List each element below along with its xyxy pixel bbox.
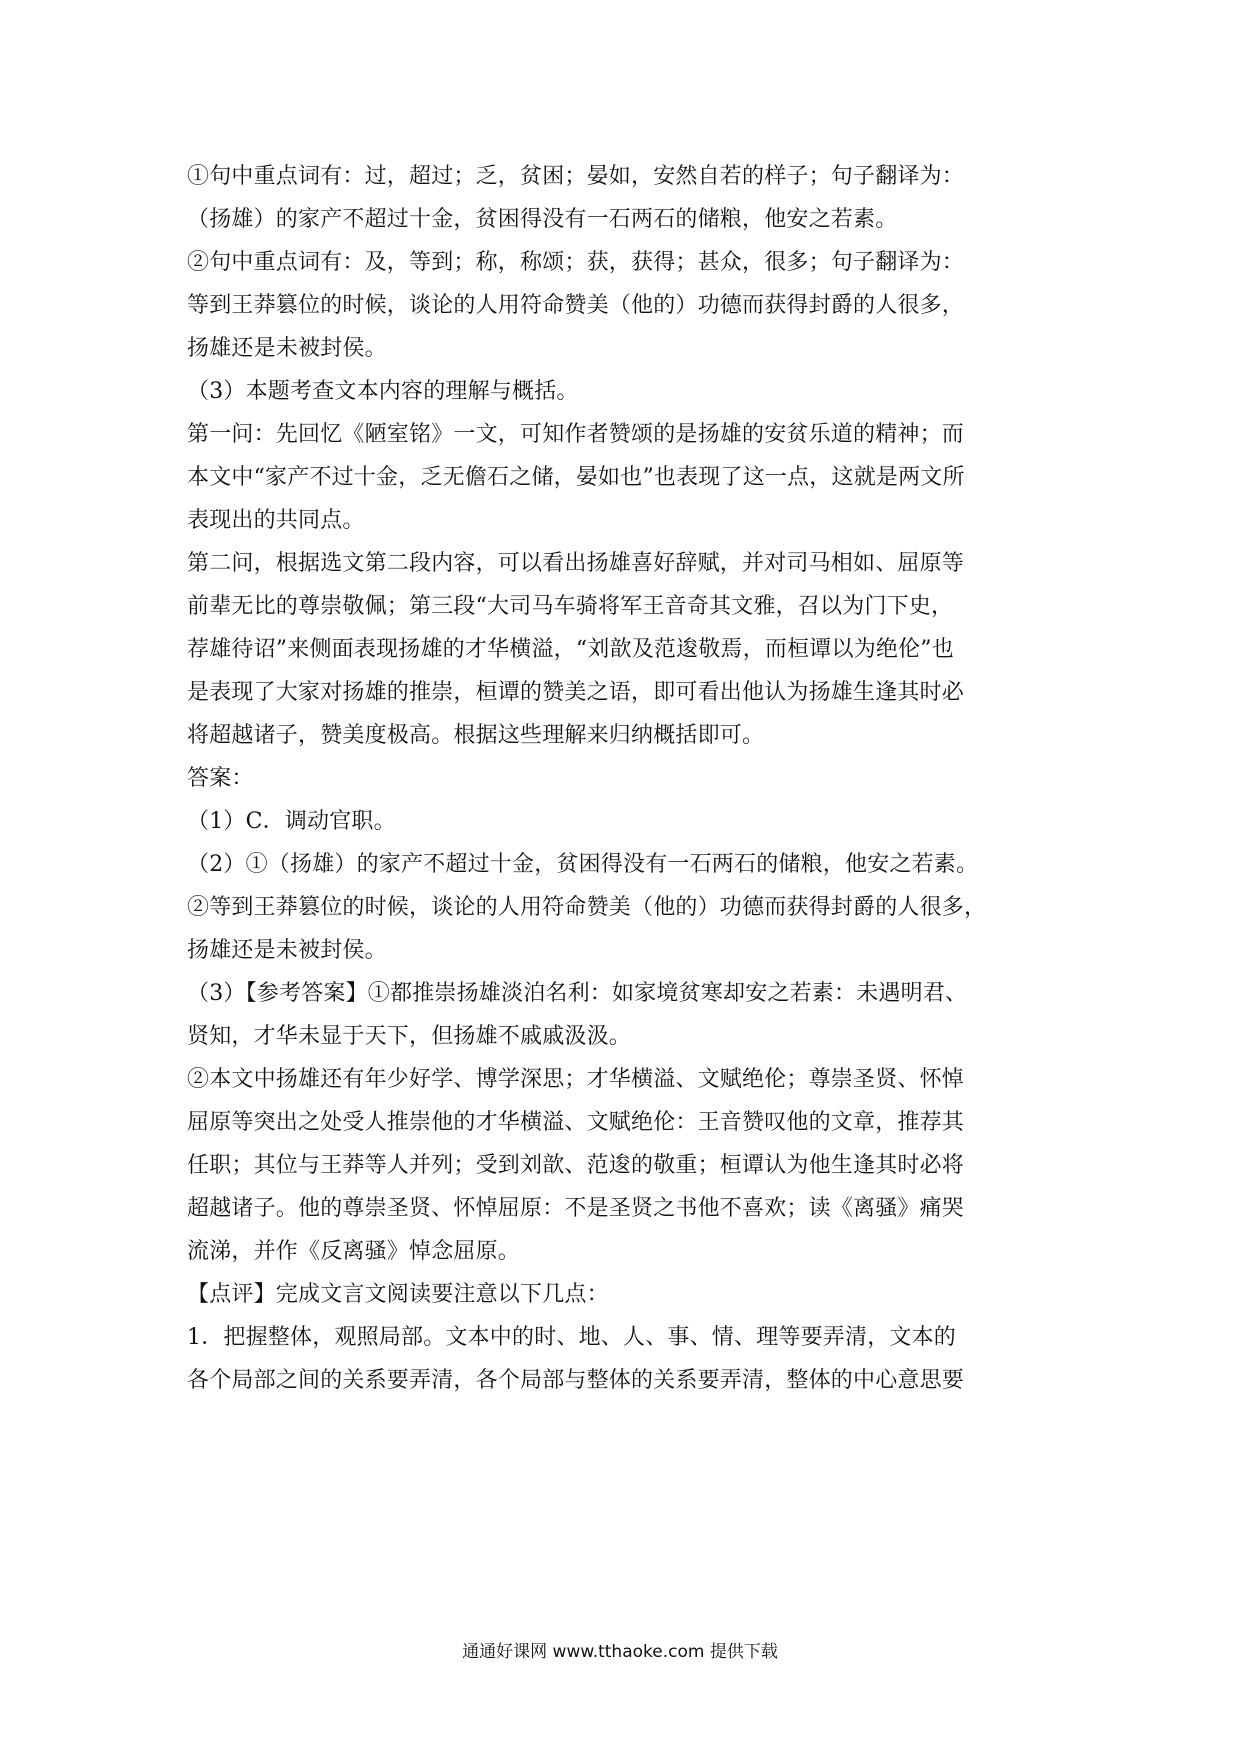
- text-line: 将超越诸子，赞美度极高。根据这些理解来归纳概括即可。: [187, 723, 765, 748]
- text-line: ②句中重点词有：及，等到；称，称颂；获，获得；甚众，很多；句子翻译为：: [187, 250, 965, 275]
- text-line: 超越诸子。他的尊崇圣贤、怀悼屈原：不是圣贤之书他不喜欢；读《离骚》痛哭: [187, 1196, 965, 1221]
- text-line: 流涕，并作《反离骚》悼念屈原。: [187, 1239, 521, 1264]
- text-line: 第一问：先回忆《陋室铭》一文，可知作者赞颂的是扬雄的安贫乐道的精神；而: [187, 422, 965, 447]
- text-line: 等到王莽篡位的时候，谈论的人用符命赞美（他的）功德而获得封爵的人很多，: [187, 293, 965, 318]
- text-line: （扬雄）的家产不超过十金，贫困得没有一石两石的储粮，他安之若素。: [187, 207, 898, 232]
- text-line: 贤知，才华未显于天下，但扬雄不戚戚汲汲。: [187, 1024, 632, 1049]
- text-line: 【点评】完成文言文阅读要注意以下几点：: [187, 1282, 609, 1307]
- text-line: 荐雄待诏”来侧面表现扬雄的才华横溢，“刘歆及范逡敬焉，而桓谭以为绝伦”也: [187, 637, 954, 662]
- text-line: 屈原等突出之处受人推崇他的才华横溢、文赋绝伦：王音赞叹他的文章，推荐其: [187, 1110, 965, 1135]
- text-line: 本文中“家产不过十金，乏无儋石之储，晏如也”也表现了这一点，这就是两文所: [187, 465, 965, 490]
- text-line: 前辈无比的尊崇敬佩；第三段“大司马车骑将军王音奇其文雅，召以为门下史，: [187, 594, 954, 619]
- text-line: 扬雄还是未被封侯。: [187, 336, 387, 361]
- document-body: [187, 155, 1057, 1402]
- text-line: ①句中重点词有：过，超过；乏，贫困；晏如，安然自若的样子；句子翻译为：: [187, 164, 965, 189]
- text-line: （3）本题考查文本内容的理解与概括。: [187, 379, 579, 404]
- text-line: 第二问，根据选文第二段内容，可以看出扬雄喜好辞赋，并对司马相如、屈原等: [187, 551, 965, 576]
- text-line: 任职；其位与王莽等人并列；受到刘歆、范逡的敬重；桓谭认为他生逢其时必将: [187, 1153, 965, 1178]
- text-line: 各个局部之间的关系要弄清，各个局部与整体的关系要弄清，整体的中心意思要: [187, 1368, 965, 1393]
- text-line: 表现出的共同点。: [187, 508, 365, 533]
- text-line: （1）C．调动官职。: [187, 809, 396, 834]
- text-line: ②等到王莽篡位的时候，谈论的人用符命赞美（他的）功德而获得封爵的人很多，: [187, 895, 987, 920]
- text-line: （2）①（扬雄）的家产不超过十金，贫困得没有一石两石的储粮，他安之若素。: [187, 852, 979, 877]
- page-footer: 通通好课网 www.tthaoke.com 提供下载: [462, 1642, 778, 1662]
- text-line: 答案：: [187, 766, 254, 791]
- text-line: 1．把握整体，观照局部。文本中的时、地、人、事、情、理等要弄清，文本的: [187, 1325, 956, 1350]
- text-line: 扬雄还是未被封侯。: [187, 938, 387, 963]
- text-line: （3）【参考答案】①都推崇扬雄淡泊名利：如家境贫寒却安之若素：未遇明君、: [187, 981, 968, 1006]
- text-line: 是表现了大家对扬雄的推崇，桓谭的赞美之语，即可看出他认为扬雄生逢其时必: [187, 680, 965, 705]
- text-line: ②本文中扬雄还有年少好学、博学深思；才华横溢、文赋绝伦；尊崇圣贤、怀悼: [187, 1067, 965, 1092]
